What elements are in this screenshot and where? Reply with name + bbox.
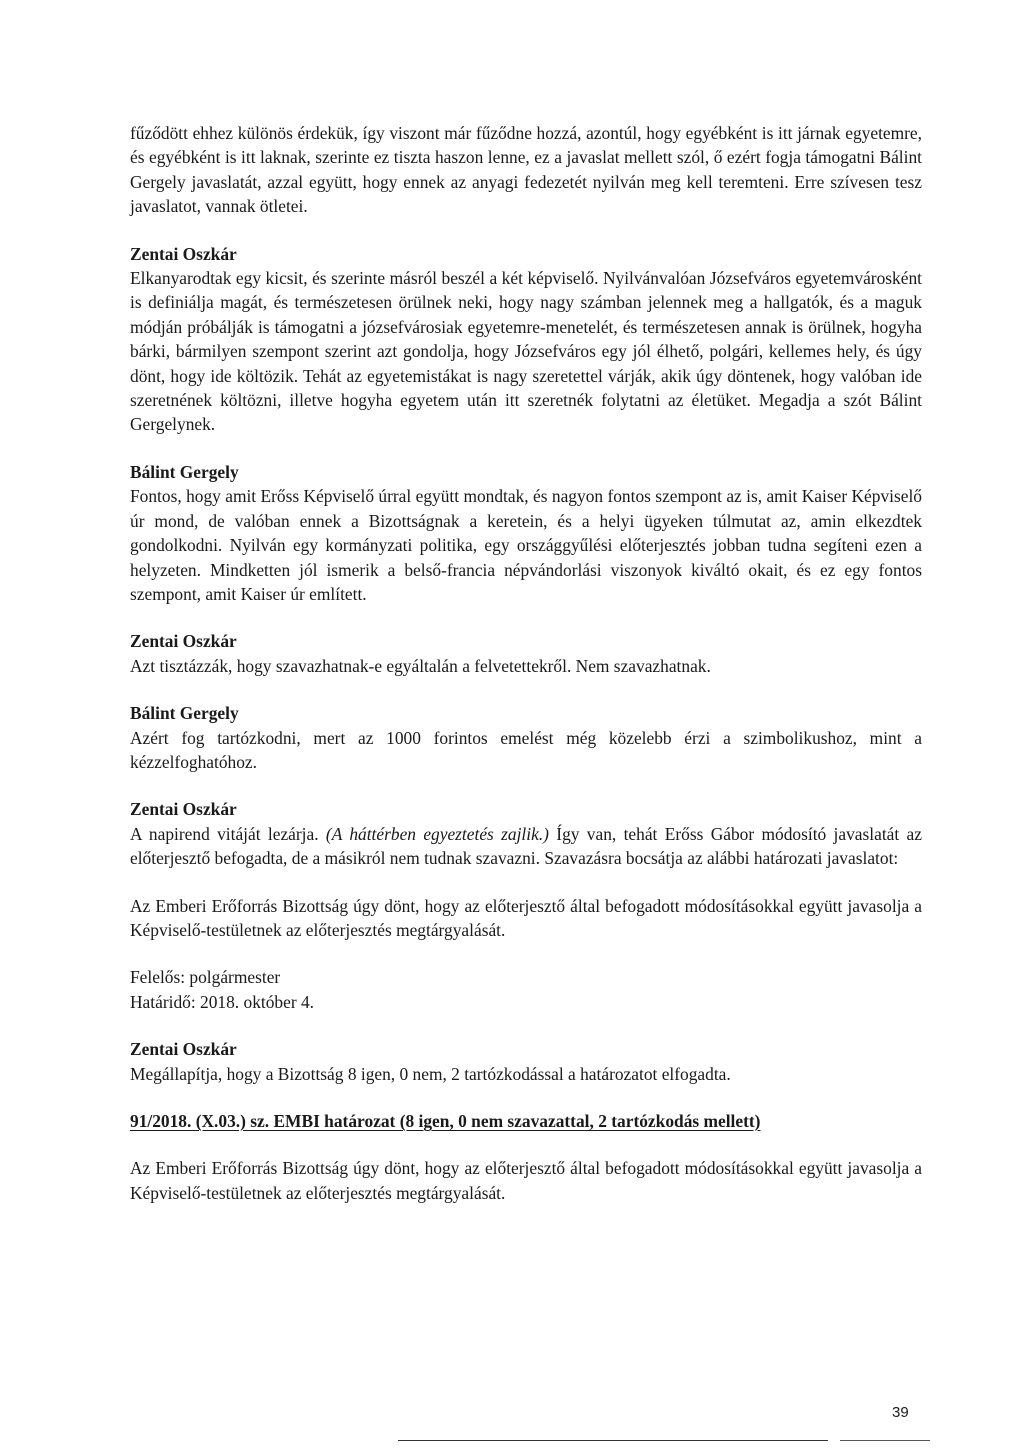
speaker-name: Zentai Oszkár [130,631,237,652]
paragraph: Megállapítja, hogy a Bizottság 8 igen, 0 nem, 2 tartózkodással a határozatot elfogadta. [130,1063,731,1084]
speaker-name: Zentai Oszkár [130,243,237,264]
stage-direction: (A háttérben egyeztetés zajlik.) [325,823,549,844]
paragraph-text: A napirend vitáját lezárja. [130,823,326,844]
speaker-name: Zentai Oszkár [130,799,237,820]
responsible-line: Felelős: polgármester [130,967,281,988]
paragraph [130,822,922,871]
paragraph: Elkanyarodtak egy kicsit, és szerinte másról beszél a két képviselő. Nyilvánvalóan Józsefváros egyetemvárosként is definiálja magát, és természetesen örülnek neki, hogy nagy számban jelennek meg a hallgatók, és a maguk módján próbálják is támogatni a józsefvárosiak egyetemre-menetelét, és természetesen annak is örülnek, hogyha bárki, bármilyen szempont szerint azt gondolja, hogy Józsefváros egy jól élhető, polgári, kellemes hely, és úgy dönt, hogy ide költözik. Tehát az egyetemistákat is nagy szeretettel várják, akik úgy döntenek, hogy valóban ide szeretnének költözni, illetve hogyha egyetem után itt szeretnék folytatni az életüket. Megadja a szót Bálint Gergelynek. [130,268,922,435]
resolution-text: Az Emberi Erőforrás Bizottság úgy dönt, hogy az előterjesztő által befogadott módosításokkal együtt javasolja a Képviselő-testületnek az előterjesztés megtárgyalását. [130,895,922,940]
page-number: 39 [892,1404,909,1421]
deadline-line: Határidő: 2018. október 4. [130,991,315,1012]
bottom-divider-right [840,1440,930,1441]
resolution-heading: 91/2018. (X.03.) sz. EMBI határozat (8 igen, 0 nem szavazattal, 2 tartózkodás mellett) [130,1111,761,1131]
paragraph: Fontos, hogy amit Erőss Képviselő úrral együtt mondtak, és nagyon fontos szempont az is, amit Kaiser Képviselő úr mond, de valóban ennek a Bizottságnak a keretein, és a helyi ügyeken túlmutat az, amin elkezdtek gondolkodni. Nyilván egy kormányzati politika, egy országgyűlési előterjesztés jobban tudna segíteni ezen a helyzeten. Mindketten jól ismerik a belső-francia népvándorlási viszonyok kiváltó okait, és ez egy fontos szempont, amit Kaiser úr említett. [130,486,922,604]
bottom-divider [398,1440,828,1441]
paragraph: fűződött ehhez különös érdekük, így viszont már fűződne hozzá, azontúl, hogy egyébként is itt járnak egyetemre, és egyébként is itt laknak, szerinte ez tiszta haszon lenne, ez a javaslat mellett szól, ő ezért fogja támogatni Bálint Gergely javaslatát, azzal együtt, hogy ennek az anyagi fedezetét nyilván meg kell teremteni. Erre szívesen tesz javaslatot, vannak ötletei. [130,123,922,217]
paragraph-text: Így van, tehát Erőss Gábor módosító javaslatát az előterjesztő befogadta, de a másikról nem tudnak szavazni. Szavazásra bocsátja az alábbi határozati javaslatot: [130,823,922,869]
speaker-name: Bálint Gergely [130,703,239,724]
paragraph: Azért fog tartózkodni, mert az 1000 forintos emelést még közelebb érzi a szimbolikushoz, mint a kézzelfoghatóhoz. [130,727,922,772]
document-body [130,121,922,1205]
resolution-text: Az Emberi Erőforrás Bizottság úgy dönt, hogy az előterjesztő által befogadott módosításokkal együtt javasolja a Képviselő-testületnek az előterjesztés megtárgyalását. [130,1158,922,1203]
speaker-name: Bálint Gergely [130,461,239,482]
speaker-name: Zentai Oszkár [130,1039,237,1060]
paragraph: Azt tisztázzák, hogy szavazhatnak-e egyáltalán a felvetettekről. Nem szavazhatnak. [130,655,711,676]
